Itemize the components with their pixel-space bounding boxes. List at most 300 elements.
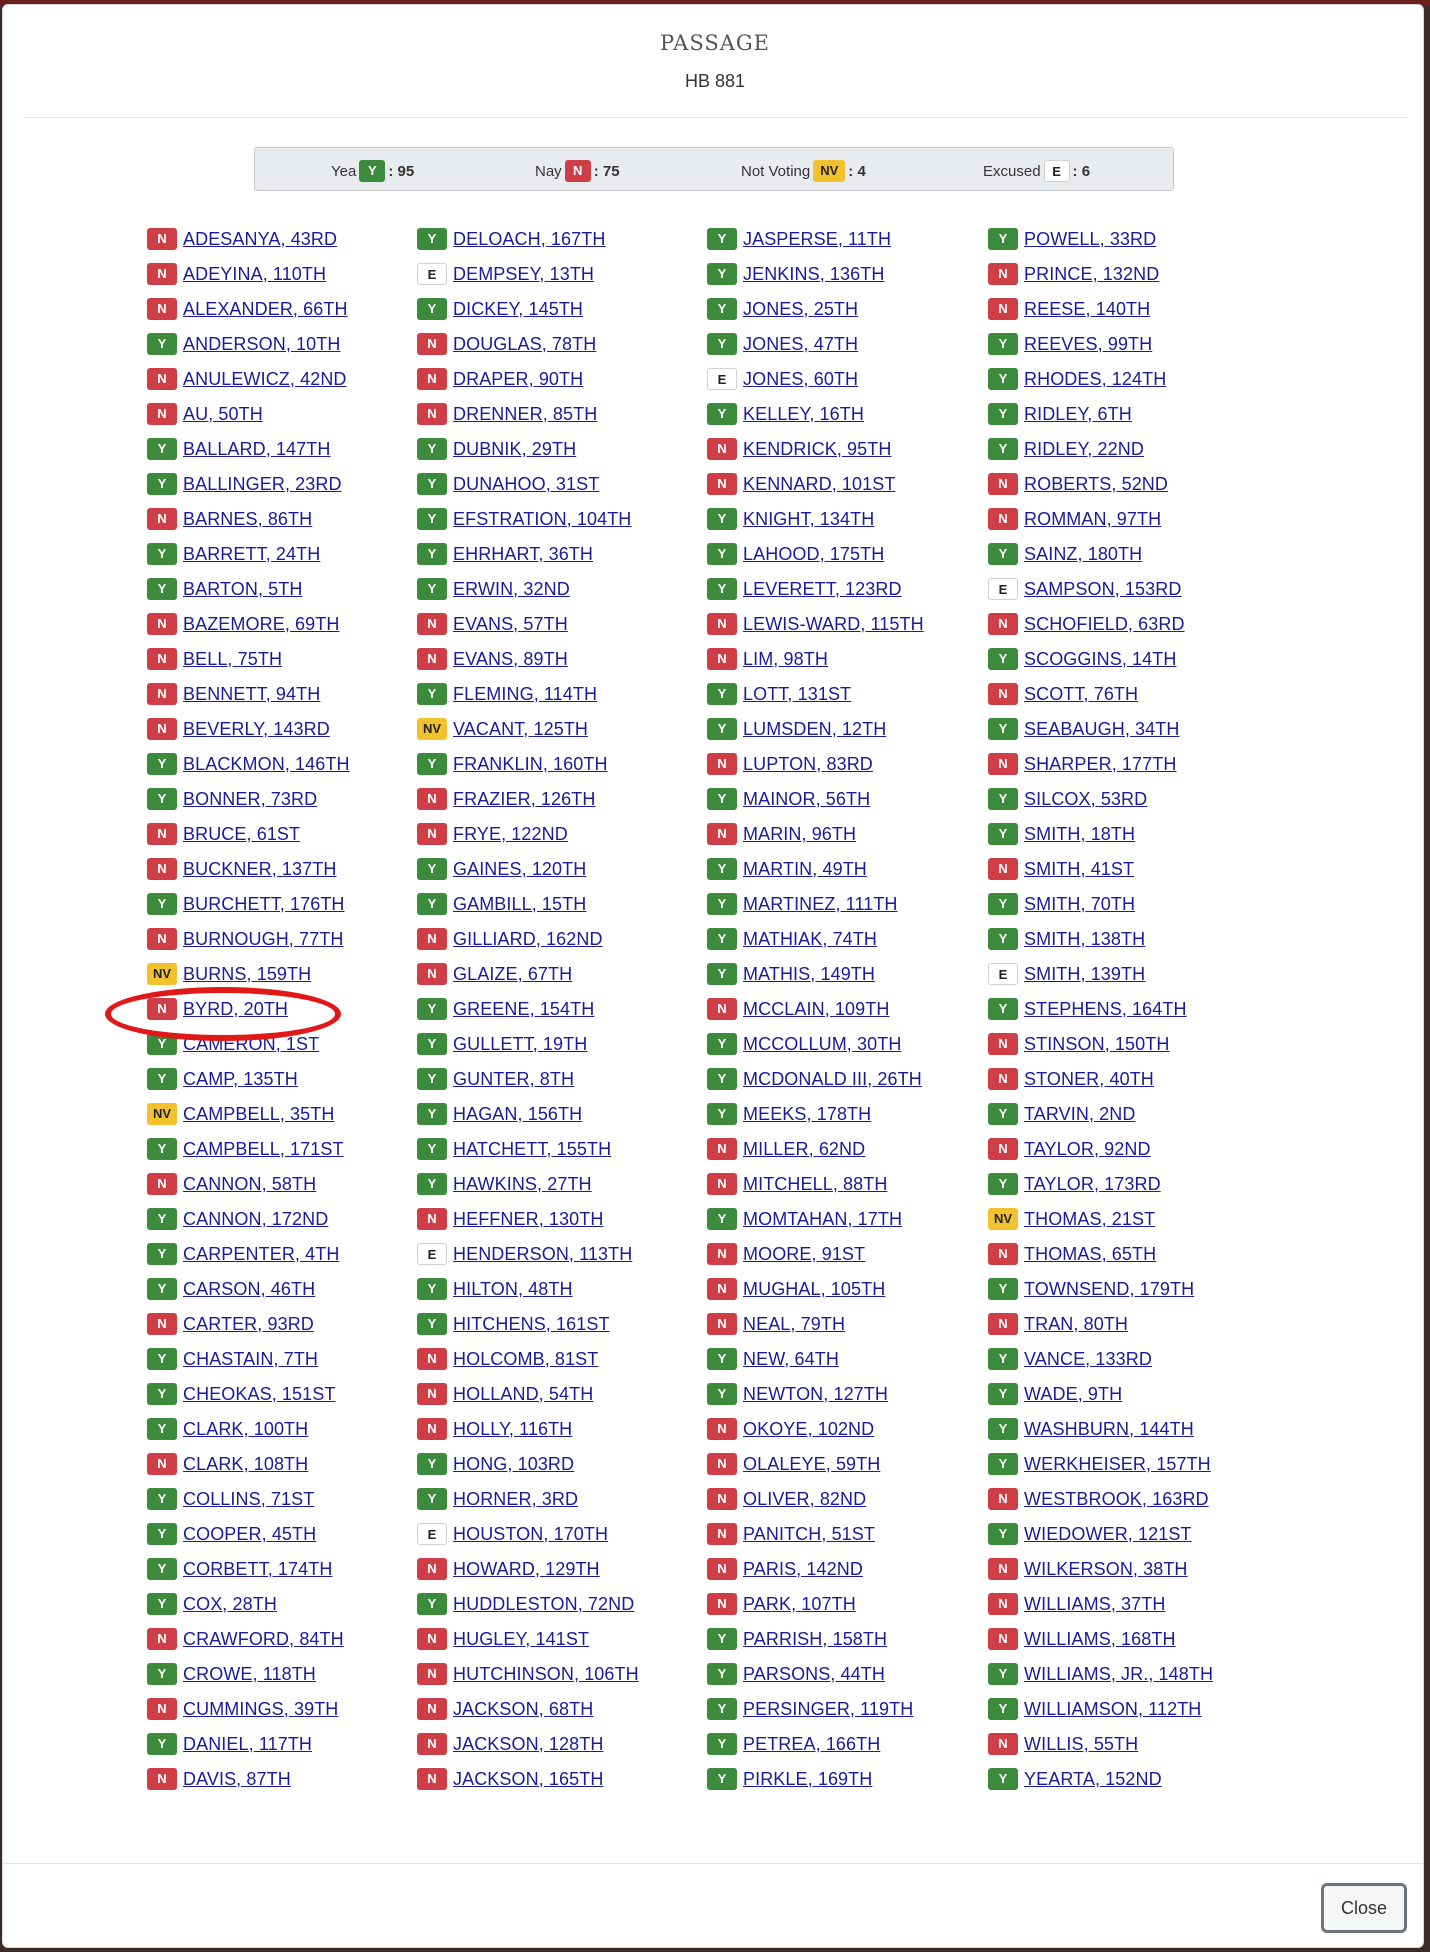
vote-badge: N	[988, 298, 1018, 320]
member-name-link[interactable]: LUMSDEN, 12TH	[743, 718, 887, 739]
vote-badge: Y	[988, 1418, 1018, 1440]
member-name-link[interactable]: EHRHART, 36TH	[453, 543, 594, 564]
vote-badge: NV	[147, 1103, 177, 1125]
member-vote-row	[147, 332, 340, 356]
member-name-link[interactable]: LIM, 98TH	[743, 648, 828, 669]
member-name-link[interactable]: SMITH, 139TH	[1024, 963, 1146, 984]
member-name-link[interactable]: DOUGLAS, 78TH	[453, 333, 597, 354]
member-name-link[interactable]: STINSON, 150TH	[1024, 1033, 1170, 1054]
member-name-link[interactable]: ANULEWICZ, 42ND	[183, 368, 347, 389]
member-name-link[interactable]: MOORE, 91ST	[743, 1243, 866, 1264]
member-name-link[interactable]: SCOTT, 76TH	[1024, 683, 1139, 704]
member-vote-row	[417, 822, 568, 846]
member-name-link[interactable]: BARRETT, 24TH	[183, 543, 321, 564]
member-vote-row	[417, 927, 603, 951]
member-vote-row	[988, 717, 1179, 741]
member-name-link[interactable]: EVANS, 89TH	[453, 648, 568, 669]
member-name-link[interactable]: COX, 28TH	[183, 1593, 277, 1614]
member-name-link[interactable]: TOWNSEND, 179TH	[1024, 1278, 1195, 1299]
member-name-link[interactable]: THOMAS, 65TH	[1024, 1243, 1157, 1264]
member-name-link[interactable]: SAMPSON, 153RD	[1024, 578, 1182, 599]
member-name-link[interactable]: TAYLOR, 173RD	[1024, 1173, 1161, 1194]
member-name-link[interactable]: ADEYINA, 110TH	[183, 263, 327, 284]
member-vote-row	[147, 1767, 291, 1791]
member-name-link[interactable]: SHARPER, 177TH	[1024, 753, 1177, 774]
member-name-link[interactable]: LOTT, 131ST	[743, 683, 852, 704]
member-name-link[interactable]: OKOYE, 102ND	[743, 1418, 875, 1439]
member-name-link[interactable]: NEAL, 79TH	[743, 1313, 846, 1334]
vote-badge: N	[988, 753, 1018, 775]
member-name-link[interactable]: WASHBURN, 144TH	[1024, 1418, 1194, 1439]
vote-badge: NV	[988, 1208, 1018, 1230]
member-name-link[interactable]: PARSONS, 44TH	[743, 1663, 886, 1684]
member-vote-row	[147, 1347, 318, 1371]
member-name-link[interactable]: CHEOKAS, 151ST	[183, 1383, 336, 1404]
member-vote-row	[988, 1452, 1211, 1476]
vote-badge: N	[417, 1418, 447, 1440]
member-name-link[interactable]: TAYLOR, 92ND	[1024, 1138, 1151, 1159]
member-name-link[interactable]: WIEDOWER, 121ST	[1024, 1523, 1192, 1544]
member-name-link[interactable]: TARVIN, 2ND	[1024, 1103, 1136, 1124]
vote-badge: Y	[707, 1208, 737, 1230]
member-name-link[interactable]: BURNOUGH, 77TH	[183, 928, 344, 949]
member-name-link[interactable]: WILLIAMS, JR., 148TH	[1024, 1663, 1214, 1684]
vote-badge: N	[707, 1593, 737, 1615]
close-button[interactable]: Close	[1321, 1883, 1407, 1933]
member-vote-row	[988, 612, 1185, 636]
vote-badge: Y	[988, 648, 1018, 670]
member-vote-row	[707, 1662, 885, 1686]
member-vote-row	[707, 402, 864, 426]
member-name-link[interactable]: SMITH, 138TH	[1024, 928, 1146, 949]
member-name-link[interactable]: CLARK, 108TH	[183, 1453, 309, 1474]
member-name-link[interactable]: KNIGHT, 134TH	[743, 508, 875, 529]
member-vote-row	[707, 1627, 887, 1651]
member-vote-row	[707, 1312, 845, 1336]
member-name-link[interactable]: ROMMAN, 97TH	[1024, 508, 1162, 529]
member-name-link[interactable]: HATCHETT, 155TH	[453, 1138, 612, 1159]
member-name-link[interactable]: MILLER, 62ND	[743, 1138, 866, 1159]
member-name-link[interactable]: DELOACH, 167TH	[453, 228, 606, 249]
member-name-link[interactable]: OLIVER, 82ND	[743, 1488, 867, 1509]
member-name-link[interactable]: CLARK, 100TH	[183, 1418, 309, 1439]
member-name-link[interactable]: CAMERON, 1ST	[183, 1033, 320, 1054]
vote-badge: N	[147, 1768, 177, 1790]
member-name-link[interactable]: BENNETT, 94TH	[183, 683, 321, 704]
member-name-link[interactable]: GILLIARD, 162ND	[453, 928, 603, 949]
vote-badge: Y	[988, 998, 1018, 1020]
member-vote-row	[417, 402, 597, 426]
member-name-link[interactable]: VANCE, 133RD	[1024, 1348, 1152, 1369]
member-name-link[interactable]: BURNS, 159TH	[183, 963, 312, 984]
member-name-link[interactable]: JONES, 25TH	[743, 298, 859, 319]
member-vote-row	[707, 1522, 875, 1546]
member-name-link[interactable]: PANITCH, 51ST	[743, 1523, 875, 1544]
member-vote-row	[417, 1592, 634, 1616]
vote-badge: Y	[707, 1033, 737, 1055]
vote-badge: N	[988, 1593, 1018, 1615]
member-vote-row	[147, 437, 330, 461]
member-vote-row	[988, 1382, 1122, 1406]
member-name-link[interactable]: JENKINS, 136TH	[743, 263, 885, 284]
member-name-link[interactable]: WESTBROOK, 163RD	[1024, 1488, 1209, 1509]
vote-badge: Y	[147, 438, 177, 460]
member-name-link[interactable]: THOMAS, 21ST	[1024, 1208, 1156, 1229]
vote-badge: Y	[707, 403, 737, 425]
member-vote-row	[147, 717, 330, 741]
member-name-link[interactable]: HAWKINS, 27TH	[453, 1173, 592, 1194]
member-name-link[interactable]: HITCHENS, 161ST	[453, 1313, 610, 1334]
vote-badge: N	[707, 1278, 737, 1300]
member-name-link[interactable]: LUPTON, 83RD	[743, 753, 873, 774]
member-name-link[interactable]: STONER, 40TH	[1024, 1068, 1154, 1089]
vote-badge: N	[707, 1313, 737, 1335]
member-vote-row	[147, 1697, 338, 1721]
member-vote-row	[417, 1732, 603, 1756]
member-name-link[interactable]: COLLINS, 71ST	[183, 1488, 315, 1509]
member-name-link[interactable]: MCCLAIN, 109TH	[743, 998, 890, 1019]
member-vote-row	[147, 822, 300, 846]
member-name-link[interactable]: HEFFNER, 130TH	[453, 1208, 604, 1229]
member-name-link[interactable]: HOUSTON, 170TH	[453, 1523, 609, 1544]
member-name-link[interactable]: BURCHETT, 176TH	[183, 893, 345, 914]
vote-badge: N	[417, 613, 447, 635]
member-name-link[interactable]: MAINOR, 56TH	[743, 788, 871, 809]
vote-badge: N	[417, 333, 447, 355]
member-vote-row	[988, 1277, 1194, 1301]
member-vote-row	[417, 857, 586, 881]
member-name-link[interactable]: PARIS, 142ND	[743, 1558, 863, 1579]
vote-badge: N	[988, 508, 1018, 530]
member-name-link[interactable]: JASPERSE, 11TH	[743, 228, 892, 249]
member-name-link[interactable]: DRENNER, 85TH	[453, 403, 598, 424]
member-name-link[interactable]: CORBETT, 174TH	[183, 1558, 333, 1579]
vote-badge: Y	[988, 368, 1018, 390]
member-name-link[interactable]: MEEKS, 178TH	[743, 1103, 872, 1124]
vote-badge: Y	[988, 333, 1018, 355]
vote-badge: N	[147, 1313, 177, 1335]
member-name-link[interactable]: AU, 50TH	[183, 403, 263, 424]
member-name-link[interactable]: REEVES, 99TH	[1024, 333, 1153, 354]
vote-badge: N	[417, 928, 447, 950]
vote-badge: E	[988, 963, 1018, 985]
tally-label: Nay	[535, 162, 562, 180]
vote-badge: Y	[988, 1173, 1018, 1195]
member-vote-row	[147, 472, 342, 496]
member-name-link[interactable]: BLACKMON, 146TH	[183, 753, 350, 774]
member-name-link[interactable]: REESE, 140TH	[1024, 298, 1151, 319]
member-name-link[interactable]: JACKSON, 128TH	[453, 1733, 604, 1754]
member-name-link[interactable]: HOWARD, 129TH	[453, 1558, 600, 1579]
member-name-link[interactable]: DANIEL, 117TH	[183, 1733, 313, 1754]
member-name-link[interactable]: POWELL, 33RD	[1024, 228, 1157, 249]
member-vote-row	[147, 1522, 316, 1546]
member-name-link[interactable]: WILLIAMS, 168TH	[1024, 1628, 1176, 1649]
member-vote-row	[417, 892, 586, 916]
member-name-link[interactable]: MARTIN, 49TH	[743, 858, 867, 879]
vote-badge: Y	[147, 1418, 177, 1440]
vote-badge: N	[147, 1698, 177, 1720]
vote-badge: Y	[707, 718, 737, 740]
member-name-link[interactable]: MCDONALD III, 26TH	[743, 1068, 922, 1089]
member-name-link[interactable]: HENDERSON, 113TH	[453, 1243, 633, 1264]
member-name-link[interactable]: RIDLEY, 6TH	[1024, 403, 1132, 424]
member-vote-row	[707, 332, 858, 356]
member-name-link[interactable]: STEPHENS, 164TH	[1024, 998, 1187, 1019]
member-name-link[interactable]: PERSINGER, 119TH	[743, 1698, 914, 1719]
member-name-link[interactable]: GULLETT, 19TH	[453, 1033, 588, 1054]
member-name-link[interactable]: COOPER, 45TH	[183, 1523, 317, 1544]
member-name-link[interactable]: PARK, 107TH	[743, 1593, 856, 1614]
member-vote-row	[147, 402, 263, 426]
member-vote-row	[988, 437, 1144, 461]
member-vote-row	[988, 1312, 1128, 1336]
member-name-link[interactable]: GAINES, 120TH	[453, 858, 587, 879]
member-name-link[interactable]: BAZEMORE, 69TH	[183, 613, 340, 634]
vote-badge: N	[707, 753, 737, 775]
member-name-link[interactable]: CUMMINGS, 39TH	[183, 1698, 339, 1719]
member-name-link[interactable]: HOLLAND, 54TH	[453, 1383, 594, 1404]
member-vote-row	[147, 542, 320, 566]
member-name-link[interactable]: WILKERSON, 38TH	[1024, 1558, 1188, 1579]
member-name-link[interactable]: OLALEYE, 59TH	[743, 1453, 881, 1474]
member-name-link[interactable]: JACKSON, 68TH	[453, 1698, 594, 1719]
member-name-link[interactable]: CARSON, 46TH	[183, 1278, 316, 1299]
vote-badge: Y	[988, 1698, 1018, 1720]
member-vote-row	[417, 1522, 608, 1546]
member-vote-row	[988, 577, 1181, 601]
member-name-link[interactable]: SCOGGINS, 14TH	[1024, 648, 1177, 669]
member-name-link[interactable]: CARPENTER, 4TH	[183, 1243, 340, 1264]
yea-badge: Y	[359, 160, 385, 182]
tally-yea	[331, 160, 414, 182]
modal-title: PASSAGE	[659, 31, 771, 55]
member-name-link[interactable]: SMITH, 18TH	[1024, 823, 1136, 844]
member-name-link[interactable]: WILLIAMS, 37TH	[1024, 1593, 1166, 1614]
vote-badge: Y	[988, 1663, 1018, 1685]
member-name-link[interactable]: CANNON, 172ND	[183, 1208, 329, 1229]
member-name-link[interactable]: HOLCOMB, 81ST	[453, 1348, 599, 1369]
vote-badge: N	[988, 1138, 1018, 1160]
member-name-link[interactable]: DICKEY, 145TH	[453, 298, 584, 319]
member-name-link[interactable]: HAGAN, 156TH	[453, 1103, 583, 1124]
member-name-link[interactable]: CROWE, 118TH	[183, 1663, 316, 1684]
member-name-link[interactable]: WADE, 9TH	[1024, 1383, 1123, 1404]
member-name-link[interactable]: CAMPBELL, 35TH	[183, 1103, 335, 1124]
member-name-link[interactable]: LEVERETT, 123RD	[743, 578, 902, 599]
vote-badge: N	[147, 228, 177, 250]
member-name-link[interactable]: HORNER, 3RD	[453, 1488, 579, 1509]
member-vote-row	[147, 647, 282, 671]
member-name-link[interactable]: BARNES, 86TH	[183, 508, 313, 529]
tally-not-voting	[741, 160, 866, 182]
vote-badge: Y	[707, 858, 737, 880]
member-name-link[interactable]: BALLINGER, 23RD	[183, 473, 342, 494]
member-name-link[interactable]: CRAWFORD, 84TH	[183, 1628, 344, 1649]
member-name-link[interactable]: CAMP, 135TH	[183, 1068, 298, 1089]
member-vote-row	[988, 752, 1176, 776]
member-vote-row	[988, 507, 1161, 531]
member-name-link[interactable]: GLAIZE, 67TH	[453, 963, 573, 984]
member-vote-row	[417, 962, 572, 986]
member-name-link[interactable]: TRAN, 80TH	[1024, 1313, 1129, 1334]
vote-badge: N	[988, 858, 1018, 880]
member-name-link[interactable]: DUNAHOO, 31ST	[453, 473, 600, 494]
member-vote-row	[147, 892, 345, 916]
member-name-link[interactable]: WERKHEISER, 157TH	[1024, 1453, 1211, 1474]
member-name-link[interactable]: ALEXANDER, 66TH	[183, 298, 348, 319]
tally-excused	[983, 160, 1090, 182]
member-name-link[interactable]: MATHIS, 149TH	[743, 963, 875, 984]
vote-badge: N	[707, 823, 737, 845]
member-name-link[interactable]: DAVIS, 87TH	[183, 1768, 291, 1789]
member-name-link[interactable]: DEMPSEY, 13TH	[453, 263, 595, 284]
member-name-link[interactable]: BYRD, 20TH	[183, 998, 289, 1019]
vote-badge: N	[417, 823, 447, 845]
member-name-link[interactable]: SAINZ, 180TH	[1024, 543, 1143, 564]
member-vote-row	[417, 1417, 572, 1441]
vote-badge: Y	[417, 1488, 447, 1510]
member-name-link[interactable]: ANDERSON, 10TH	[183, 333, 341, 354]
member-name-link[interactable]: BUCKNER, 137TH	[183, 858, 337, 879]
member-name-link[interactable]: CAMPBELL, 171ST	[183, 1138, 344, 1159]
member-name-link[interactable]: MARTINEZ, 111TH	[743, 893, 898, 914]
member-name-link[interactable]: KELLEY, 16TH	[743, 403, 864, 424]
member-vote-row	[147, 1557, 332, 1581]
member-name-link[interactable]: YEARTA, 152ND	[1024, 1768, 1162, 1789]
member-name-link[interactable]: SMITH, 41ST	[1024, 858, 1135, 879]
member-name-link[interactable]: RHODES, 124TH	[1024, 368, 1167, 389]
member-name-link[interactable]: JACKSON, 165TH	[453, 1768, 604, 1789]
member-vote-row	[417, 1102, 582, 1126]
member-name-link[interactable]: MARIN, 96TH	[743, 823, 857, 844]
member-name-link[interactable]: MATHIAK, 74TH	[743, 928, 877, 949]
member-name-link[interactable]: HUDDLESTON, 72ND	[453, 1593, 635, 1614]
member-name-link[interactable]: MUGHAL, 105TH	[743, 1278, 886, 1299]
vote-badge: Y	[707, 508, 737, 530]
vote-badge: Y	[147, 1033, 177, 1055]
member-name-link[interactable]: CANNON, 58TH	[183, 1173, 317, 1194]
member-vote-row	[417, 1487, 578, 1511]
member-vote-row	[417, 227, 605, 251]
member-name-link[interactable]: HILTON, 48TH	[453, 1278, 573, 1299]
member-vote-row	[707, 1067, 922, 1091]
member-vote-row	[707, 1277, 885, 1301]
member-name-link[interactable]: CARTER, 93RD	[183, 1313, 314, 1334]
member-name-link[interactable]: GAMBILL, 15TH	[453, 893, 587, 914]
vote-badge: N	[147, 1173, 177, 1195]
member-name-link[interactable]: GREENE, 154TH	[453, 998, 595, 1019]
vote-badge: N	[417, 403, 447, 425]
vote-badge: N	[147, 823, 177, 845]
member-name-link[interactable]: MOMTAHAN, 17TH	[743, 1208, 903, 1229]
member-name-link[interactable]: BALLARD, 147TH	[183, 438, 331, 459]
member-name-link[interactable]: PARRISH, 158TH	[743, 1628, 888, 1649]
member-name-link[interactable]: BRUCE, 61ST	[183, 823, 301, 844]
member-name-link[interactable]: ROBERTS, 52ND	[1024, 473, 1169, 494]
vote-badge: Y	[417, 1138, 447, 1160]
vote-badge: Y	[988, 543, 1018, 565]
member-vote-row	[147, 1452, 308, 1476]
member-vote-row	[988, 1172, 1161, 1196]
member-name-link[interactable]: SMITH, 70TH	[1024, 893, 1136, 914]
vote-badge: Y	[417, 298, 447, 320]
member-name-link[interactable]: VACANT, 125TH	[453, 718, 589, 739]
member-name-link[interactable]: MCCOLLUM, 30TH	[743, 1033, 902, 1054]
member-name-link[interactable]: FRAZIER, 126TH	[453, 788, 596, 809]
vote-badge: Y	[707, 1628, 737, 1650]
member-name-link[interactable]: BONNER, 73RD	[183, 788, 318, 809]
member-vote-row	[417, 682, 597, 706]
member-name-link[interactable]: ERWIN, 32ND	[453, 578, 570, 599]
member-name-link[interactable]: KENDRICK, 95TH	[743, 438, 892, 459]
member-vote-row	[147, 1207, 328, 1231]
member-name-link[interactable]: KENNARD, 101ST	[743, 473, 896, 494]
member-name-link[interactable]: GUNTER, 8TH	[453, 1068, 575, 1089]
member-vote-row	[707, 682, 851, 706]
member-name-link[interactable]: FRYE, 122ND	[453, 823, 568, 844]
vote-badge: NV	[417, 718, 447, 740]
member-vote-row	[707, 542, 884, 566]
member-name-link[interactable]: NEWTON, 127TH	[743, 1383, 888, 1404]
member-vote-row	[707, 1487, 866, 1511]
vote-badge: N	[988, 1313, 1018, 1335]
member-name-link[interactable]: NEW, 64TH	[743, 1348, 839, 1369]
member-name-link[interactable]: SCHOFIELD, 63RD	[1024, 613, 1185, 634]
member-name-link[interactable]: PRINCE, 132ND	[1024, 263, 1160, 284]
member-name-link[interactable]: JONES, 47TH	[743, 333, 859, 354]
member-name-link[interactable]: BEVERLY, 143RD	[183, 718, 330, 739]
member-name-link[interactable]: ADESANYA, 43RD	[183, 228, 338, 249]
member-name-link[interactable]: FRANKLIN, 160TH	[453, 753, 608, 774]
member-name-link[interactable]: RIDLEY, 22ND	[1024, 438, 1144, 459]
member-name-link[interactable]: HUTCHINSON, 106TH	[453, 1663, 639, 1684]
member-name-link[interactable]: SILCOX, 53RD	[1024, 788, 1148, 809]
member-name-link[interactable]: BELL, 75TH	[183, 648, 283, 669]
vote-badge: Y	[707, 298, 737, 320]
member-vote-row	[417, 1277, 573, 1301]
vote-badge: Y	[147, 753, 177, 775]
member-name-link[interactable]: DRAPER, 90TH	[453, 368, 584, 389]
member-name-link[interactable]: HUGLEY, 141ST	[453, 1628, 590, 1649]
member-name-link[interactable]: SEABAUGH, 34TH	[1024, 718, 1180, 739]
member-name-link[interactable]: PIRKLE, 169TH	[743, 1768, 873, 1789]
member-name-link[interactable]: FLEMING, 114TH	[453, 683, 598, 704]
member-vote-row	[988, 1732, 1138, 1756]
member-vote-row	[988, 822, 1135, 846]
member-name-link[interactable]: JONES, 60TH	[743, 368, 859, 389]
vote-badge: N	[988, 613, 1018, 635]
vote-badge: Y	[417, 893, 447, 915]
member-vote-row	[147, 682, 320, 706]
vote-badge: N	[147, 648, 177, 670]
member-name-link[interactable]: BARTON, 5TH	[183, 578, 303, 599]
member-name-link[interactable]: LAHOOD, 175TH	[743, 543, 885, 564]
member-name-link[interactable]: HOLLY, 116TH	[453, 1418, 573, 1439]
member-name-link[interactable]: MITCHELL, 88TH	[743, 1173, 888, 1194]
member-name-link[interactable]: PETREA, 166TH	[743, 1733, 881, 1754]
member-name-link[interactable]: CHASTAIN, 7TH	[183, 1348, 318, 1369]
member-name-link[interactable]: WILLIS, 55TH	[1024, 1733, 1139, 1754]
member-name-link[interactable]: WILLIAMSON, 112TH	[1024, 1698, 1202, 1719]
member-name-link[interactable]: DUBNIK, 29TH	[453, 438, 577, 459]
member-name-link[interactable]: EVANS, 57TH	[453, 613, 568, 634]
vote-badge: Y	[988, 1453, 1018, 1475]
vote-badge: N	[147, 263, 177, 285]
member-name-link[interactable]: EFSTRATION, 104TH	[453, 508, 632, 529]
member-name-link[interactable]: HONG, 103RD	[453, 1453, 575, 1474]
member-name-link[interactable]: LEWIS-WARD, 115TH	[743, 613, 924, 634]
